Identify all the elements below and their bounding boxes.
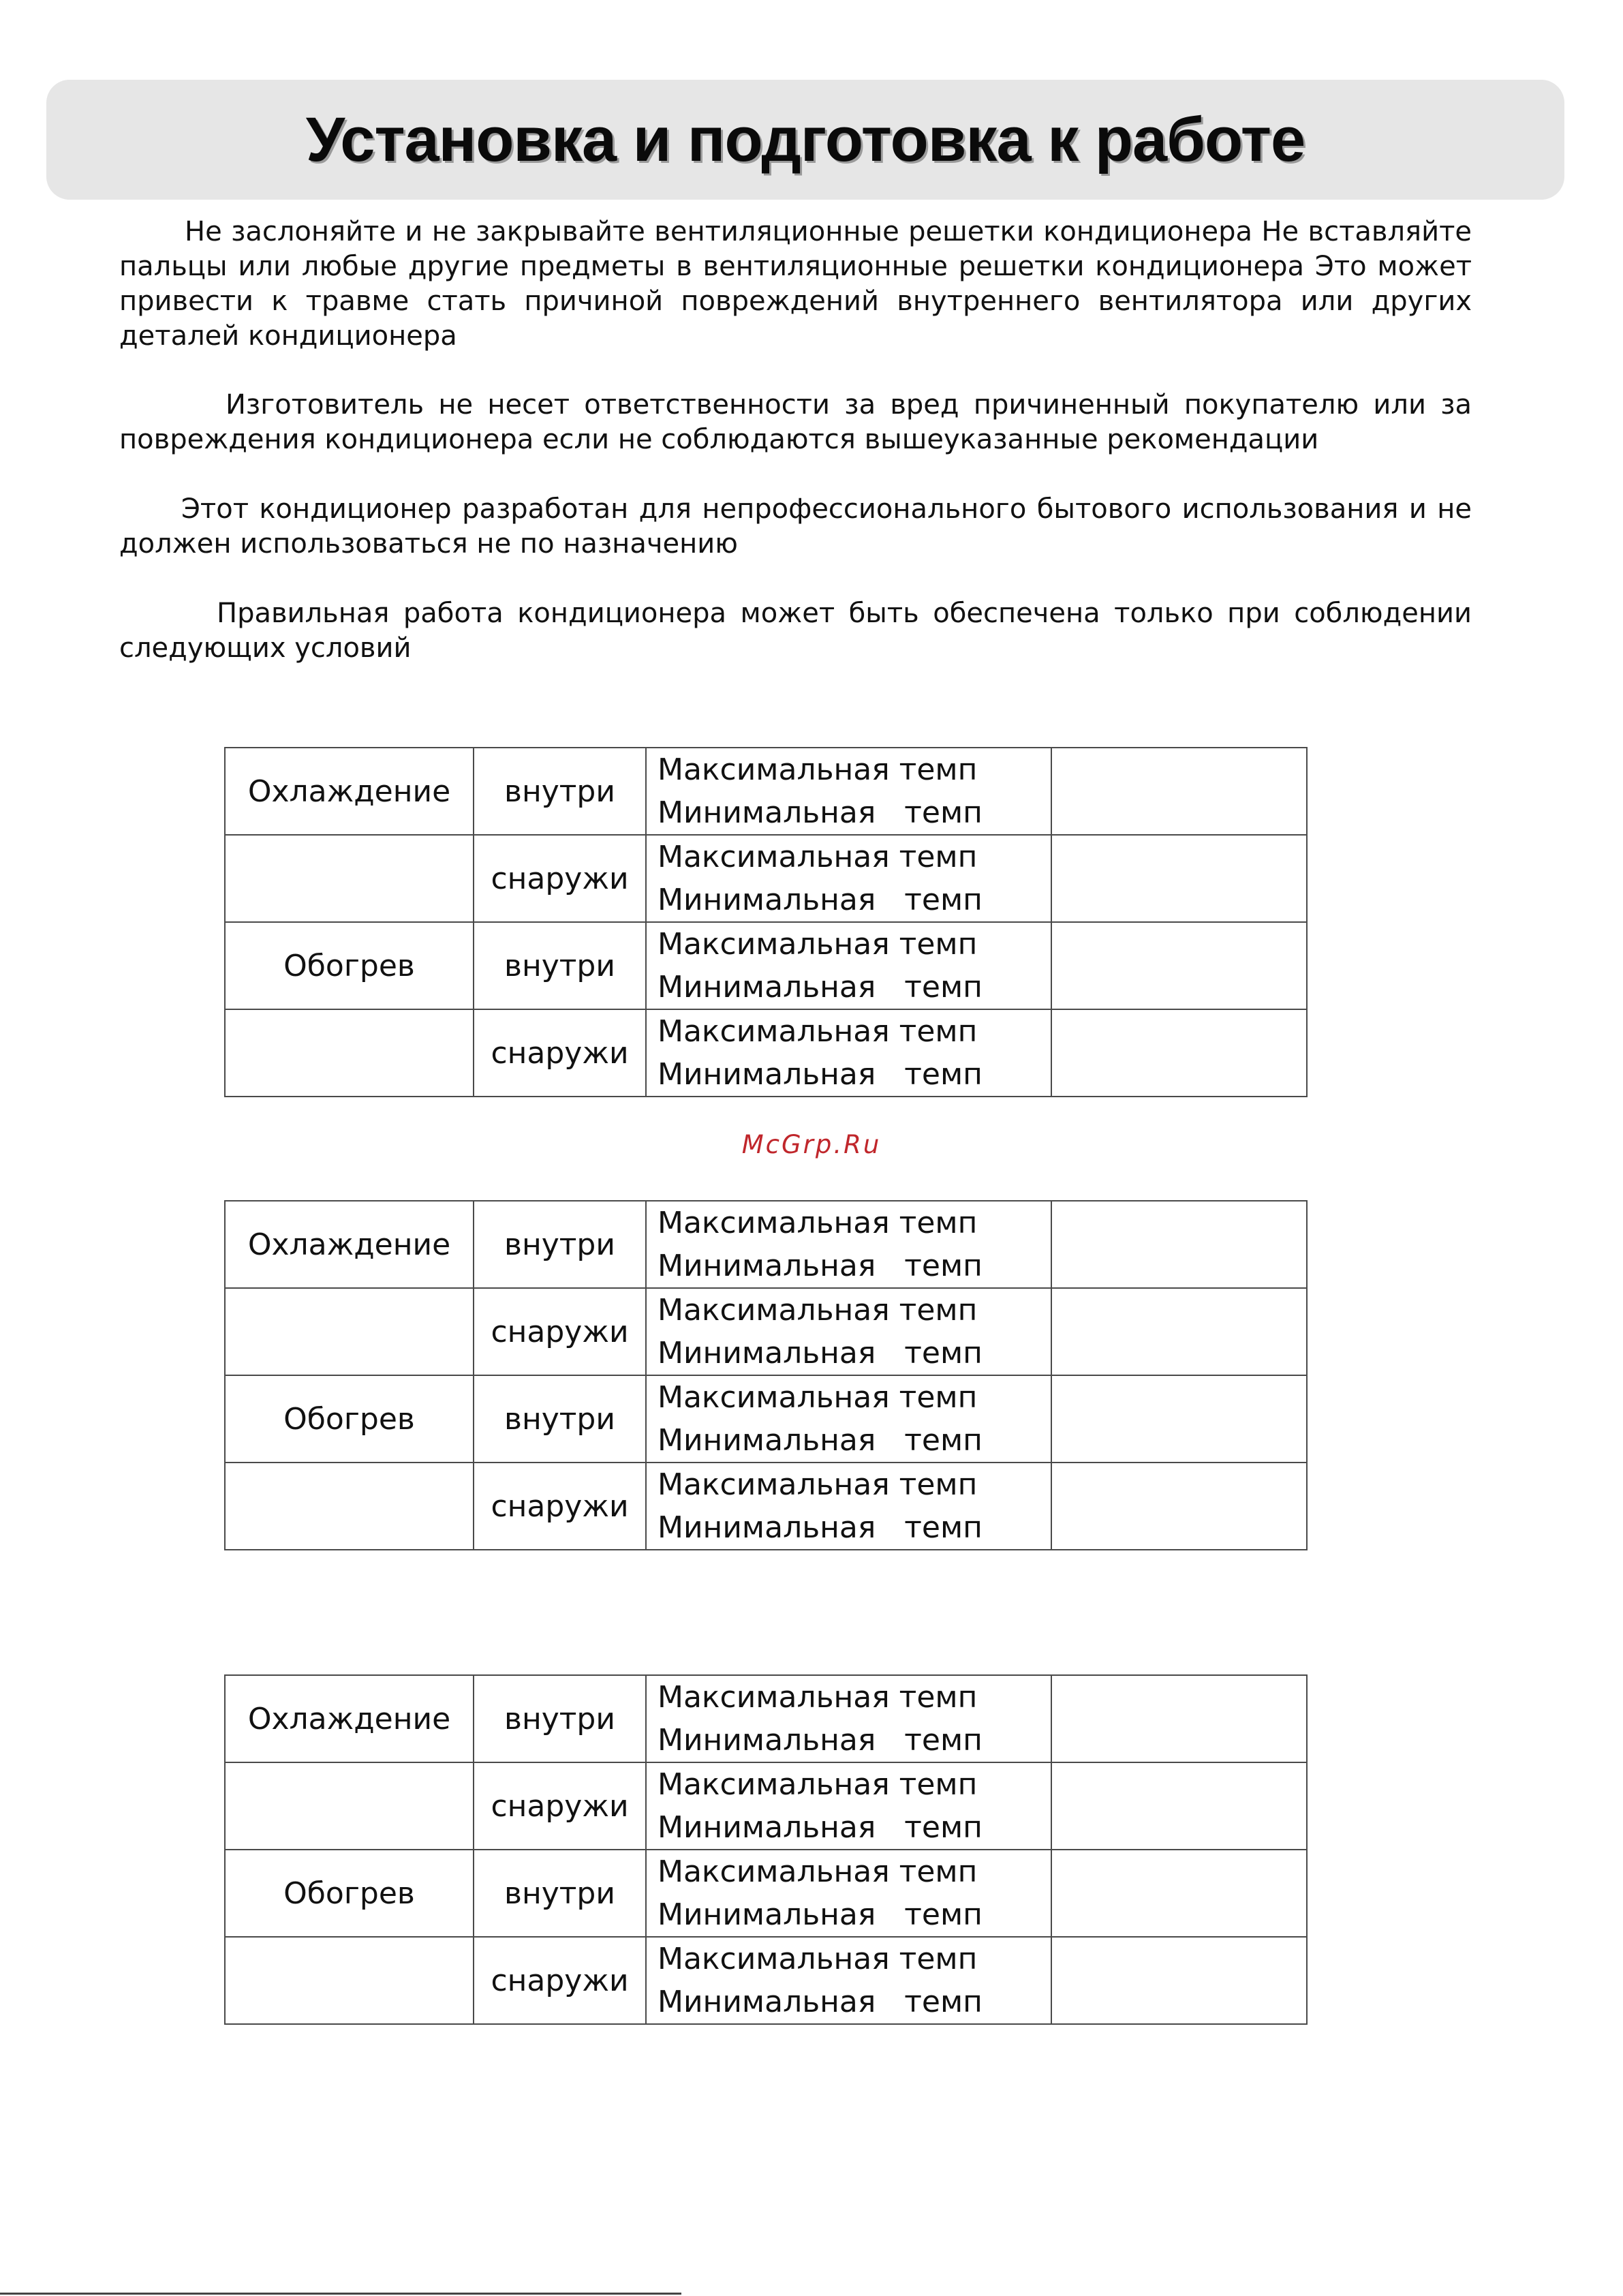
max-temp-label: Максимальная темп: [658, 1467, 978, 1502]
table-row: [225, 922, 1307, 1009]
table-row: [225, 835, 1307, 922]
location-cell: внутри: [474, 922, 646, 1009]
temp-labels-cell: [646, 922, 1051, 1009]
max-temp-label: Максимальная темп: [658, 1854, 978, 1889]
temp-labels-cell: [646, 1463, 1051, 1550]
temp-labels-cell: [646, 1201, 1051, 1288]
max-temp-label: Максимальная темп: [658, 752, 978, 787]
value-cell: [1051, 1375, 1307, 1463]
value-cell: [1051, 835, 1307, 922]
value-cell: [1051, 1463, 1307, 1550]
mode-cell: [225, 1288, 474, 1375]
location-cell: снаружи: [474, 1937, 646, 2024]
max-temp-label: Максимальная темп: [658, 840, 978, 874]
table-row: [225, 1201, 1307, 1288]
location-cell: внутри: [474, 1375, 646, 1463]
value-cell: [1051, 1937, 1307, 2024]
table-row: [225, 1009, 1307, 1097]
min-temp-label: Минимальная темп: [658, 883, 983, 917]
temp-labels-cell: [646, 1675, 1051, 1762]
table-row: [225, 1762, 1307, 1850]
location-cell: внутри: [474, 748, 646, 835]
min-temp-label: Минимальная темп: [658, 970, 983, 1005]
value-cell: [1051, 1675, 1307, 1762]
page-title: Установка и подготовка к работе: [305, 104, 1305, 174]
value-cell: [1051, 748, 1307, 835]
temp-labels-cell: [646, 1009, 1051, 1097]
min-temp-label: Минимальная темп: [658, 1510, 983, 1545]
temp-labels-cell: [646, 1762, 1051, 1850]
paragraph-operating-conditions: Правильная работа кондиционера может быть обеспечена только при соблюдении следующих условий: [119, 598, 1472, 664]
table-row: [225, 1675, 1307, 1762]
temp-labels-cell: [646, 1850, 1051, 1937]
max-temp-label: Максимальная темп: [658, 1293, 978, 1328]
conditions-table-1: [224, 747, 1308, 1097]
value-cell: [1051, 1762, 1307, 1850]
mode-cell: [225, 1762, 474, 1850]
table-row: [225, 1850, 1307, 1937]
min-temp-label: Минимальная темп: [658, 1810, 983, 1845]
value-cell: [1051, 1850, 1307, 1937]
paragraph-ventilation-warning: Не заслоняйте и не закрывайте вентиляционные решетки кондиционера Не вставляйте пальцы или любые другие предметы в вентиляционные решетки кондиционера Это может привести к травме стать причиной повреждений внутреннего вентилятора или других деталей кондиционера: [119, 216, 1472, 352]
min-temp-label: Минимальная темп: [658, 1249, 983, 1283]
value-cell: [1051, 1288, 1307, 1375]
location-cell: снаружи: [474, 1288, 646, 1375]
max-temp-label: Максимальная темп: [658, 927, 978, 962]
location-cell: внутри: [474, 1675, 646, 1762]
min-temp-label: Минимальная темп: [658, 1423, 983, 1458]
mode-cell: Охлаждение: [225, 1675, 474, 1762]
mode-cell: [225, 1009, 474, 1097]
value-cell: [1051, 1009, 1307, 1097]
min-temp-label: Минимальная темп: [658, 795, 983, 830]
table-row: [225, 1463, 1307, 1550]
mode-cell: Охлаждение: [225, 748, 474, 835]
conditions-table-2: [224, 1200, 1308, 1550]
max-temp-label: Максимальная темп: [658, 1206, 978, 1240]
location-cell: снаружи: [474, 1463, 646, 1550]
mode-cell: Обогрев: [225, 1375, 474, 1463]
location-cell: снаружи: [474, 1009, 646, 1097]
mode-cell: Обогрев: [225, 1850, 474, 1937]
min-temp-label: Минимальная темп: [658, 1336, 983, 1371]
table-row: [225, 1937, 1307, 2024]
temp-labels-cell: [646, 1375, 1051, 1463]
temp-labels-cell: [646, 835, 1051, 922]
max-temp-label: Максимальная темп: [658, 1680, 978, 1715]
location-cell: снаружи: [474, 835, 646, 922]
mode-cell: [225, 1937, 474, 2024]
location-cell: внутри: [474, 1201, 646, 1288]
value-cell: [1051, 922, 1307, 1009]
paragraph-manufacturer-liability: Изготовитель не несет ответственности за вред причиненный покупателю или за повреждения кондиционера если не соблюдаются вышеуказанные рекомендации: [119, 389, 1472, 455]
title-banner: [46, 80, 1564, 200]
paragraph-household-use: Этот кондиционер разработан для непрофессионального бытового использования и не должен использоваться не по назначению: [119, 493, 1472, 560]
max-temp-label: Максимальная темп: [658, 1767, 978, 1802]
conditions-table-3: [224, 1674, 1308, 2025]
mode-cell: Обогрев: [225, 922, 474, 1009]
value-cell: [1051, 1201, 1307, 1288]
watermark: McGrp.Ru: [741, 1130, 882, 1159]
mode-cell: Охлаждение: [225, 1201, 474, 1288]
temp-labels-cell: [646, 748, 1051, 835]
temp-labels-cell: [646, 1937, 1051, 2024]
max-temp-label: Максимальная темп: [658, 1380, 978, 1415]
location-cell: снаружи: [474, 1762, 646, 1850]
mode-cell: [225, 1463, 474, 1550]
min-temp-label: Минимальная темп: [658, 1897, 983, 1932]
max-temp-label: Максимальная темп: [658, 1942, 978, 1976]
max-temp-label: Максимальная темп: [658, 1014, 978, 1049]
min-temp-label: Минимальная темп: [658, 1723, 983, 1758]
table-row: [225, 1288, 1307, 1375]
table-row: [225, 748, 1307, 835]
footer-divider: [0, 2293, 681, 2295]
min-temp-label: Минимальная темп: [658, 1057, 983, 1092]
min-temp-label: Минимальная темп: [658, 1985, 983, 2019]
temp-labels-cell: [646, 1288, 1051, 1375]
table-row: [225, 1375, 1307, 1463]
mode-cell: [225, 835, 474, 922]
location-cell: внутри: [474, 1850, 646, 1937]
